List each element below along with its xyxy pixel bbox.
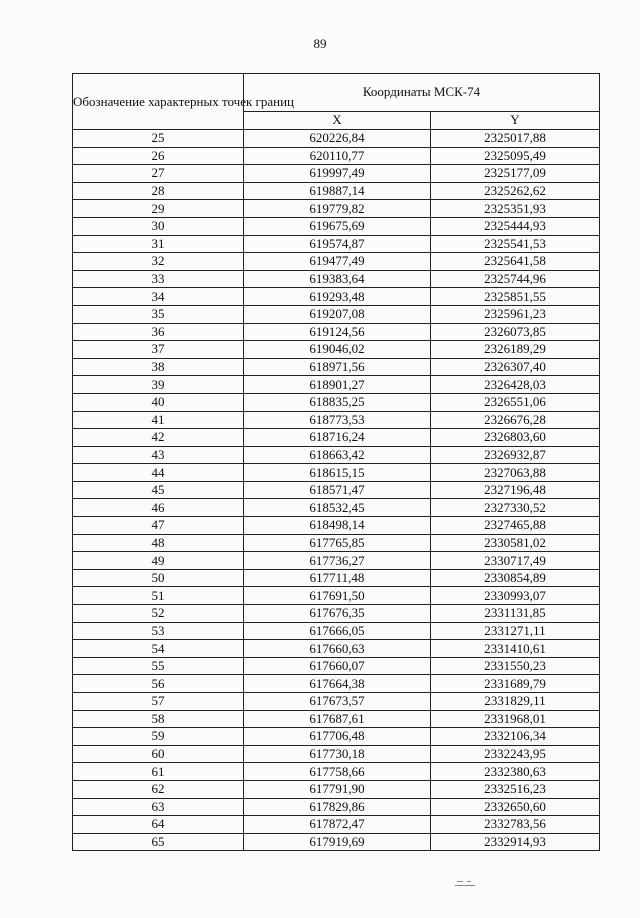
- table-row: [73, 393, 600, 411]
- x-coordinate-cell: 617758,66: [244, 763, 431, 781]
- table-row: [73, 429, 600, 447]
- y-coordinate-cell: 2327465,88: [431, 517, 600, 535]
- table-row: [73, 780, 600, 798]
- y-coordinate-cell: 2326428,03: [431, 376, 600, 394]
- x-coordinate-cell: 619207,08: [244, 305, 431, 323]
- table-row: [73, 798, 600, 816]
- x-coordinate-cell: 618615,15: [244, 464, 431, 482]
- y-coordinate-cell: 2330993,07: [431, 587, 600, 605]
- point-cell: 31: [73, 235, 244, 253]
- point-cell: 61: [73, 763, 244, 781]
- point-cell: 46: [73, 499, 244, 517]
- point-cell: 34: [73, 288, 244, 306]
- table-row: [73, 816, 600, 834]
- point-cell: 26: [73, 147, 244, 165]
- point-cell: 47: [73, 517, 244, 535]
- point-cell: 60: [73, 745, 244, 763]
- y-coordinate-cell: 2330581,02: [431, 534, 600, 552]
- x-coordinate-cell: 619779,82: [244, 200, 431, 218]
- y-coordinate-cell: 2330854,89: [431, 569, 600, 587]
- point-cell: 37: [73, 341, 244, 359]
- point-cell: 40: [73, 393, 244, 411]
- table-row: [73, 305, 600, 323]
- table-row: [73, 253, 600, 271]
- table-row: [73, 130, 600, 148]
- x-coordinate-cell: 618835,25: [244, 393, 431, 411]
- point-cell: 42: [73, 429, 244, 447]
- x-coordinate-cell: 617765,85: [244, 534, 431, 552]
- point-cell: 58: [73, 710, 244, 728]
- x-coordinate-cell: 618571,47: [244, 481, 431, 499]
- point-cell: 25: [73, 130, 244, 148]
- x-coordinate-cell: 617730,18: [244, 745, 431, 763]
- point-cell: 65: [73, 833, 244, 851]
- point-column-header: Обозначение характерных точек границ: [73, 74, 244, 130]
- y-coordinate-cell: 2325961,23: [431, 305, 600, 323]
- page-number: 89: [313, 36, 327, 51]
- point-cell: 44: [73, 464, 244, 482]
- point-cell: 50: [73, 569, 244, 587]
- table-row: [73, 464, 600, 482]
- point-cell: 35: [73, 305, 244, 323]
- table-row: [73, 182, 600, 200]
- table-row: [73, 552, 600, 570]
- y-coordinate-cell: 2332516,23: [431, 780, 600, 798]
- y-coordinate-cell: 2332650,60: [431, 798, 600, 816]
- y-coordinate-cell: 2325095,49: [431, 147, 600, 165]
- x-coordinate-cell: 620110,77: [244, 147, 431, 165]
- scan-artifact-mark: [455, 878, 477, 888]
- table-row: [73, 288, 600, 306]
- y-coordinate-cell: 2326932,87: [431, 446, 600, 464]
- table-row: [73, 605, 600, 623]
- point-cell: 64: [73, 816, 244, 834]
- y-coordinate-cell: 2325262,62: [431, 182, 600, 200]
- x-coordinate-cell: 618773,53: [244, 411, 431, 429]
- x-coordinate-cell: 617736,27: [244, 552, 431, 570]
- point-cell: 56: [73, 675, 244, 693]
- x-coordinate-cell: 618532,45: [244, 499, 431, 517]
- y-coordinate-cell: 2325351,93: [431, 200, 600, 218]
- y-coordinate-cell: 2331550,23: [431, 657, 600, 675]
- table-row: [73, 499, 600, 517]
- table-row: [73, 640, 600, 658]
- x-coordinate-cell: 619887,14: [244, 182, 431, 200]
- y-coordinate-cell: 2332106,34: [431, 728, 600, 746]
- y-coordinate-cell: 2327063,88: [431, 464, 600, 482]
- y-coordinate-cell: 2331410,61: [431, 640, 600, 658]
- x-column-header: X: [244, 111, 431, 129]
- x-coordinate-cell: 617872,47: [244, 816, 431, 834]
- coordinates-table: [72, 73, 600, 851]
- table-row: [73, 517, 600, 535]
- table-row: [73, 622, 600, 640]
- x-coordinate-cell: 617660,63: [244, 640, 431, 658]
- y-coordinate-cell: 2326307,40: [431, 358, 600, 376]
- x-coordinate-cell: 617706,48: [244, 728, 431, 746]
- x-coordinate-cell: 619997,49: [244, 165, 431, 183]
- coordinates-table-body: [73, 130, 600, 851]
- table-row: [73, 270, 600, 288]
- y-coordinate-cell: 2326551,06: [431, 393, 600, 411]
- y-coordinate-cell: 2326073,85: [431, 323, 600, 341]
- y-coordinate-cell: 2325744,96: [431, 270, 600, 288]
- point-cell: 28: [73, 182, 244, 200]
- x-coordinate-cell: 619383,64: [244, 270, 431, 288]
- x-coordinate-cell: 617791,90: [244, 780, 431, 798]
- point-cell: 59: [73, 728, 244, 746]
- table-row: [73, 165, 600, 183]
- y-coordinate-cell: 2325177,09: [431, 165, 600, 183]
- coordinates-group-header: Координаты МСК-74: [244, 74, 600, 112]
- y-coordinate-cell: 2332783,56: [431, 816, 600, 834]
- x-coordinate-cell: 618498,14: [244, 517, 431, 535]
- point-cell: 57: [73, 693, 244, 711]
- point-cell: 45: [73, 481, 244, 499]
- y-coordinate-cell: 2331271,11: [431, 622, 600, 640]
- y-coordinate-cell: 2325641,58: [431, 253, 600, 271]
- y-coordinate-cell: 2326189,29: [431, 341, 600, 359]
- y-coordinate-cell: 2326676,28: [431, 411, 600, 429]
- point-cell: 49: [73, 552, 244, 570]
- x-coordinate-cell: 617919,69: [244, 833, 431, 851]
- x-coordinate-cell: 619574,87: [244, 235, 431, 253]
- x-coordinate-cell: 618971,56: [244, 358, 431, 376]
- y-coordinate-cell: 2326803,60: [431, 429, 600, 447]
- point-cell: 62: [73, 780, 244, 798]
- table-row: [73, 411, 600, 429]
- y-coordinate-cell: 2332380,63: [431, 763, 600, 781]
- point-cell: 39: [73, 376, 244, 394]
- table-row: [73, 587, 600, 605]
- x-coordinate-cell: 620226,84: [244, 130, 431, 148]
- y-coordinate-cell: 2332914,93: [431, 833, 600, 851]
- y-coordinate-cell: 2331689,79: [431, 675, 600, 693]
- x-coordinate-cell: 619046,02: [244, 341, 431, 359]
- x-coordinate-cell: 617664,38: [244, 675, 431, 693]
- x-coordinate-cell: 617711,48: [244, 569, 431, 587]
- table-row: [73, 693, 600, 711]
- x-coordinate-cell: 619124,56: [244, 323, 431, 341]
- table-row: [73, 745, 600, 763]
- x-coordinate-cell: 618901,27: [244, 376, 431, 394]
- table-row: [73, 710, 600, 728]
- x-coordinate-cell: 618663,42: [244, 446, 431, 464]
- table-row: [73, 728, 600, 746]
- y-coordinate-cell: 2325851,55: [431, 288, 600, 306]
- y-coordinate-cell: 2325017,88: [431, 130, 600, 148]
- point-cell: 36: [73, 323, 244, 341]
- table-row: [73, 358, 600, 376]
- table-row: [73, 657, 600, 675]
- x-coordinate-cell: 617691,50: [244, 587, 431, 605]
- y-column-header: Y: [431, 111, 600, 129]
- point-cell: 54: [73, 640, 244, 658]
- point-cell: 51: [73, 587, 244, 605]
- y-coordinate-cell: 2325541,53: [431, 235, 600, 253]
- x-coordinate-cell: 617660,07: [244, 657, 431, 675]
- y-coordinate-cell: 2332243,95: [431, 745, 600, 763]
- table-row: [73, 569, 600, 587]
- x-coordinate-cell: 617687,61: [244, 710, 431, 728]
- y-coordinate-cell: 2331131,85: [431, 605, 600, 623]
- x-coordinate-cell: 619477,49: [244, 253, 431, 271]
- point-cell: 27: [73, 165, 244, 183]
- point-cell: 30: [73, 217, 244, 235]
- table-row: [73, 147, 600, 165]
- table-row: [73, 323, 600, 341]
- table-row: [73, 481, 600, 499]
- table-row: [73, 217, 600, 235]
- y-coordinate-cell: 2330717,49: [431, 552, 600, 570]
- point-cell: 32: [73, 253, 244, 271]
- table-row: [73, 534, 600, 552]
- point-cell: 48: [73, 534, 244, 552]
- y-coordinate-cell: 2331829,11: [431, 693, 600, 711]
- y-coordinate-cell: 2325444,93: [431, 217, 600, 235]
- table-row: [73, 446, 600, 464]
- point-cell: 33: [73, 270, 244, 288]
- table-row: [73, 200, 600, 218]
- table-row: [73, 341, 600, 359]
- x-coordinate-cell: 617666,05: [244, 622, 431, 640]
- point-cell: 63: [73, 798, 244, 816]
- table-row: [73, 235, 600, 253]
- y-coordinate-cell: 2331968,01: [431, 710, 600, 728]
- x-coordinate-cell: 617673,57: [244, 693, 431, 711]
- table-row: [73, 376, 600, 394]
- table-row: [73, 675, 600, 693]
- point-cell: 55: [73, 657, 244, 675]
- point-cell: 43: [73, 446, 244, 464]
- y-coordinate-cell: 2327196,48: [431, 481, 600, 499]
- point-cell: 41: [73, 411, 244, 429]
- point-cell: 38: [73, 358, 244, 376]
- table-row: [73, 763, 600, 781]
- x-coordinate-cell: 619293,48: [244, 288, 431, 306]
- point-cell: 53: [73, 622, 244, 640]
- x-coordinate-cell: 618716,24: [244, 429, 431, 447]
- x-coordinate-cell: 617676,35: [244, 605, 431, 623]
- point-cell: 29: [73, 200, 244, 218]
- y-coordinate-cell: 2327330,52: [431, 499, 600, 517]
- point-cell: 52: [73, 605, 244, 623]
- table-row: [73, 833, 600, 851]
- x-coordinate-cell: 617829,86: [244, 798, 431, 816]
- x-coordinate-cell: 619675,69: [244, 217, 431, 235]
